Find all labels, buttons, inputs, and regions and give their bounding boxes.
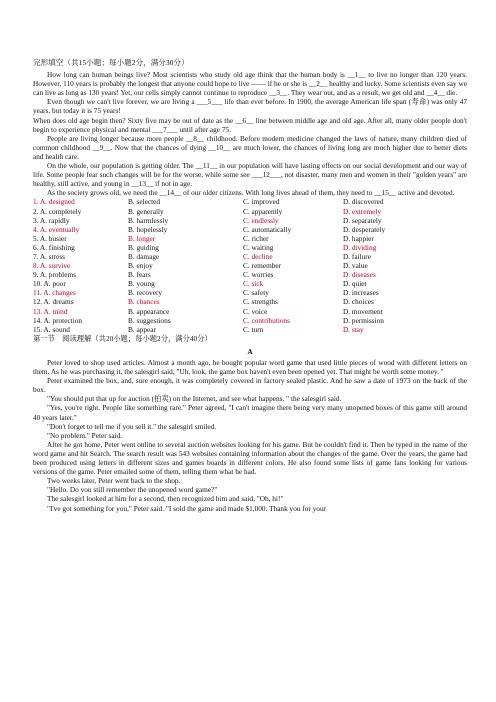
article-paragraph: Peter examined the box, and, sure enough, it was completely covered in factory sealed plastic. And he saw a date of 1973 on the back of the box. — [33, 376, 467, 395]
option-2-C: C. apparently — [243, 206, 283, 216]
article-paragraph: "You should put that up for auction (拍卖) on the Internet, and see what happens. " the salesgirl said. — [47, 394, 342, 404]
option-4-C: C. automatically — [243, 224, 292, 234]
option-12-A: 12. A. dreams — [33, 297, 74, 307]
option-6-B: B. guiding — [128, 242, 159, 252]
option-11-A: 11. A. changes — [33, 288, 76, 298]
option-12-D: D. choices — [343, 297, 374, 307]
option-1-B: B. selected — [128, 197, 161, 207]
option-5-A: 5. A. busier — [33, 233, 67, 243]
option-8-A: 8. A. survive — [33, 261, 71, 271]
option-9-C: C. worries — [243, 270, 274, 280]
cloze-paragraph-6: As the society grows old, we need the __14__ of our older citizens. With long lives ahead of them, they need to __15__ active and devoted. — [47, 188, 455, 198]
option-2-A: 2. A. completely — [33, 206, 82, 216]
option-6-A: 6. A. finishing — [33, 242, 75, 252]
option-4-B: B. hopelessly — [128, 224, 168, 234]
option-2-D: D. extremely — [343, 206, 382, 216]
option-11-B: B. recovery — [128, 288, 163, 298]
option-13-A: 13. A. mind — [33, 306, 68, 316]
option-3-D: D. separately — [343, 215, 382, 225]
section-heading-reading: 第一节 阅读理解（共20小题；每小题2分，满分40分） — [33, 333, 212, 343]
option-12-B: B. chances — [128, 297, 160, 307]
option-7-B: B. damage — [128, 251, 160, 261]
option-10-D: D. quiet — [343, 279, 367, 289]
option-15-B: B. appear — [128, 324, 156, 334]
option-5-D: D. happier — [343, 233, 374, 243]
option-4-A: 4. A. eventually — [33, 224, 80, 234]
option-11-C: C. safety — [243, 288, 269, 298]
section-heading-cloze: 完形填空（共15小题；每小题2分，满分30分） — [33, 58, 189, 67]
option-13-D: D. movement — [343, 306, 383, 316]
cloze-paragraph-3: When does old age begin then? Sixty five may be out of date as the __6__ line between middle age and old age. After all, many older people don't begin to experience physical and mental ___7___ until after age 75. — [33, 115, 467, 134]
option-1-C: C. improved — [243, 197, 280, 207]
options-table — [33, 197, 467, 333]
option-7-A: 7. A. stress — [33, 251, 66, 261]
article-paragraph: After he got home, Peter went online to several auction websites looking for his game. But he couldn't find it. Then he typed in the name of the word game and hit Search. The search result was 543 websites containing information about the changes of the game. Over the years, the game had been produced using letters in different sizes and games boards in different colors. He also found some lists of game fans looking for various versions of the game. Peter emailed some of them, telling them what he had. — [33, 439, 467, 477]
option-14-C: C. contributions — [243, 315, 291, 325]
option-8-D: D. value — [343, 261, 368, 271]
article-paragraph: "I've got something for you," Peter said. "I sold the game and made $1,000. Thank you for your — [47, 503, 327, 513]
option-6-D: D. dividing — [343, 242, 377, 252]
article-label: A — [247, 346, 253, 356]
cloze-paragraph-1: How long can human beings live? Most scientists who study old age think that the human body is __1__ to live no longer than 120 years. However, 110 years is probably the longest that anyone could hope to live —— if he or she is __2__ healthy and lucky. Some scientists even say we can live as long as 130 years! Yet, our cells simply cannot continue to reproduce __3__. They wear out, and as a result, we get old and __4__ die. — [33, 70, 467, 98]
option-3-C: C. endlessly — [243, 215, 279, 225]
option-4-D: D. desperately — [343, 224, 386, 234]
cloze-paragraph-5: On the whole, our population is getting older. The __11__ in our population will have lasting effects on our social development and our way of life. Some people fear such changes will be for the worse, while some see ___12___, not disaster, many men and women in their "golden years" are healthy, still active, and young in __13__ if not in age. — [33, 161, 467, 189]
option-9-A: 9. A. problems — [33, 270, 76, 280]
article-paragraph: Peter loved to shop used articles. Almost a month ago, he bought popular word game that used little pieces of wood with different letters on them. As he was purchasing it, the salesgirl said, "Uh, look, the game box haven't even been opened yet. That might be worth some money. " — [33, 358, 467, 377]
option-9-B: B. fears — [128, 270, 151, 280]
option-7-D: D. failure — [343, 251, 371, 261]
option-12-C: C. strengths — [243, 297, 278, 307]
option-10-A: 10. A. poor — [33, 279, 66, 289]
article-paragraph: The salesgirl looked at him for a second, then recognized him and said, "Oh, hi!" — [47, 494, 284, 504]
option-9-D: D. diseases — [343, 270, 376, 280]
option-14-A: 14. A. protection — [33, 315, 83, 325]
option-2-B: B. generally — [128, 206, 164, 216]
option-1-A: 1. A. designed — [33, 197, 75, 207]
article-paragraph: "No problem." Peter said. — [47, 430, 123, 440]
option-13-B: B. appearance — [128, 306, 170, 316]
option-3-B: B. harmlessly — [128, 215, 169, 225]
option-14-B: B. suggestions — [128, 315, 171, 325]
option-5-C: C. richer — [243, 233, 269, 243]
cloze-paragraph-2: Even though we can't live forever, we are living a ___5___ life than ever before. In 1900, the average American life span (寿命) was only 47 years, but today it is 75 years! — [33, 97, 467, 116]
reading-article — [33, 358, 467, 513]
option-11-D: D. increases — [343, 288, 379, 298]
option-15-A: 15. A. sound — [33, 324, 70, 334]
content-column — [33, 58, 467, 513]
option-3-A: 3. A. rapidly — [33, 215, 70, 225]
option-10-C: C. sick — [243, 279, 264, 289]
option-1-D: D. discovered — [343, 197, 384, 207]
article-paragraph: "Hello. Do you still remember the unopened word game?" — [47, 485, 218, 495]
option-13-C: C. voice — [243, 306, 268, 316]
article-paragraph: "Don't forget to tell me if you sell it." the salesgirl smiled. — [47, 421, 217, 431]
option-8-C: C. remember — [243, 261, 282, 271]
option-5-B: B. longer — [128, 233, 156, 243]
option-8-B: B. enjoy — [128, 261, 153, 271]
option-10-B: B. young — [128, 279, 155, 289]
option-15-C: C. turn — [243, 324, 264, 334]
option-14-D: D. permission — [343, 315, 384, 325]
option-7-C: C. decline — [243, 251, 273, 261]
article-paragraph: "Yes, you're right. People like something rare." Peter agreed, "I can't imagine there being very many unopened boxes of this game still around 40 years later." — [33, 403, 467, 422]
option-6-C: C. waiting — [243, 242, 274, 252]
cloze-paragraph-4: People are living longer because more people __8__ childhood. Before modern medicine changed the laws of nature, many children died of common childhood __9__. Now that the chances of dying __10__ are much lower, the chances of living long are much higher due to better diets and health care. — [33, 133, 467, 161]
option-15-D: D. stay — [343, 324, 364, 334]
article-paragraph: Two weeks later, Peter went back to the shop. — [47, 476, 181, 486]
